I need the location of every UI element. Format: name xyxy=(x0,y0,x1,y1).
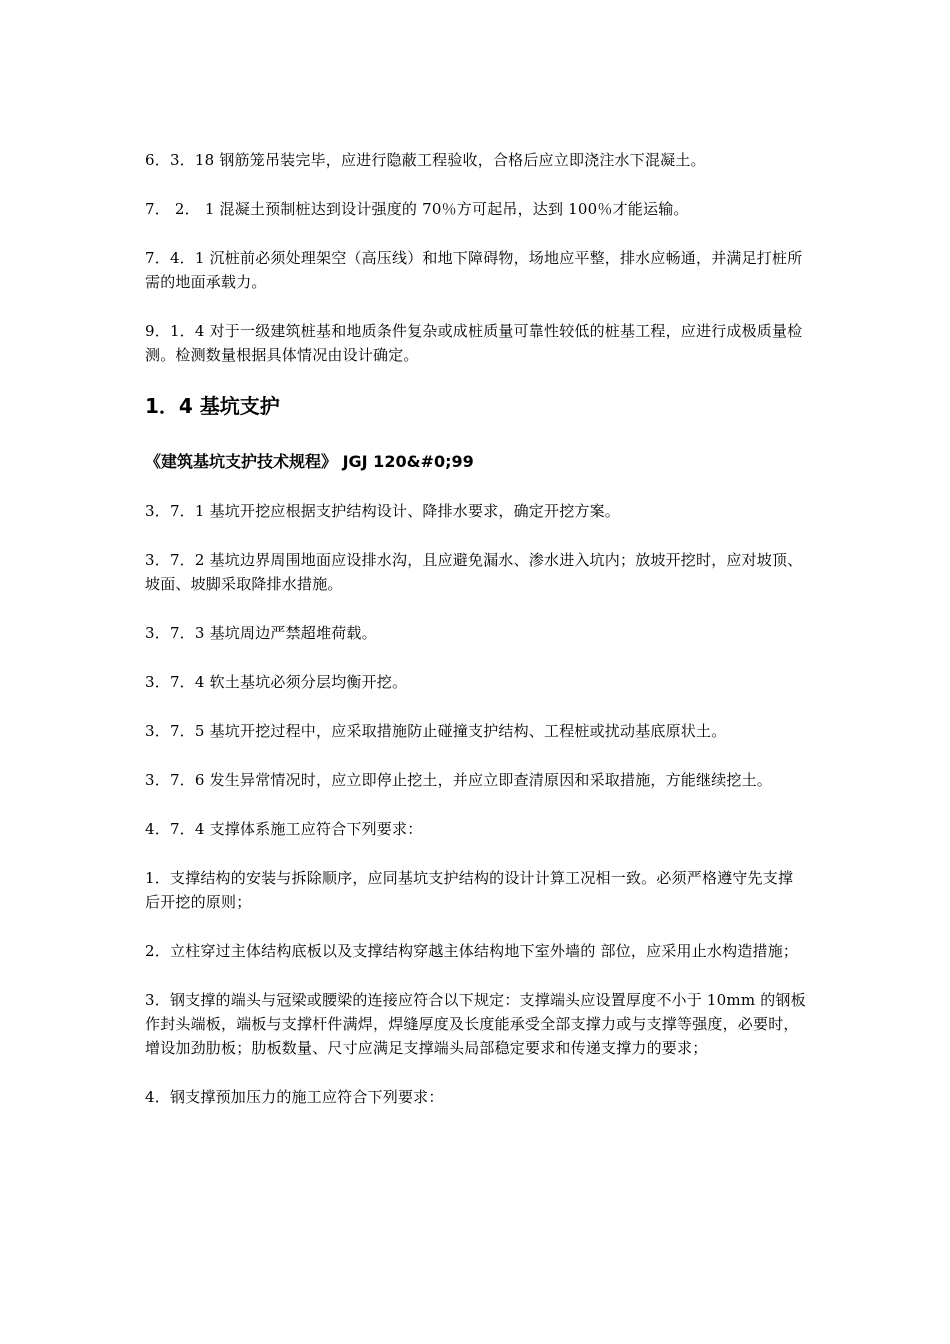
list-item-4: 4．钢支撑预加压力的施工应符合下列要求： xyxy=(145,1088,444,1106)
list-item-3: 3．钢支撑的端头与冠梁或腰梁的连接应符合以下规定：支撑端头应设置厚度不小于 10mm 的钢板作封头端板，端板与支撑杆件满焊，焊缝厚度及长度能承受全部支撑力或与支撑等强度，必要时，增设加劲肋板；肋板数量、尺寸应满足支撑端头局部稳定要求和传递支撑力的要求； xyxy=(145,991,806,1057)
clause-4-7-4: 4．7．4 支撑体系施工应符合下列要求： xyxy=(145,820,423,838)
clause-7-2-1: 7． 2． 1 混凝土预制桩达到设计强度的 70％方可起吊，达到 100％才能运输。 xyxy=(145,200,689,218)
clause-3-7-4: 3．7．4 软土基坑必须分层均衡开挖。 xyxy=(145,673,408,691)
clause-9-1-4: 9．1．4 对于一级建筑桩基和地质条件复杂或成桩质量可靠性较低的桩基工程，应进行成极质量检测。检测数量根据具体情况由设计确定。 xyxy=(145,322,803,364)
clause-7-4-1: 7．4．1 沉桩前必须处理架空（高压线）和地下障碍物，场地应平整，排水应畅通，并满足打桩所需的地面承载力。 xyxy=(145,249,803,291)
standard-title: 《建筑基坑支护技术规程》 JGJ 120&#0;99 xyxy=(145,452,474,471)
list-item-2: 2．立柱穿过主体结构底板以及支撑结构穿越主体结构地下室外墙的 部位，应采用止水构造措施； xyxy=(145,942,799,960)
clause-3-7-3: 3．7．3 基坑周边严禁超堆荷载。 xyxy=(145,624,377,642)
clause-3-7-5: 3．7．5 基坑开挖过程中，应采取措施防止碰撞支护结构、工程桩或扰动基底原状土。 xyxy=(145,722,727,740)
clause-3-7-2: 3．7．2 基坑边界周围地面应设排水沟，且应避免漏水、渗水进入坑内；放坡开挖时，应对坡顶、坡面、坡脚采取降排水措施。 xyxy=(145,551,803,593)
clause-3-7-1: 3．7．1 基坑开挖应根据支护结构设计、降排水要求，确定开挖方案。 xyxy=(145,502,621,520)
clause-6-3-18: 6．3．18 钢筋笼吊装完毕，应进行隐蔽工程验收，合格后应立即浇注水下混凝土。 xyxy=(145,151,706,169)
document-page xyxy=(145,148,807,1134)
list-item-1: 1．支撑结构的安装与拆除顺序，应同基坑支护结构的设计计算工况相一致。必须严格遵守先支撑后开挖的原则； xyxy=(145,869,794,911)
section-heading: 1．4 基坑支护 xyxy=(145,394,280,418)
clause-3-7-6: 3．7．6 发生异常情况时，应立即停止挖土，并应立即查清原因和采取措施，方能继续挖土。 xyxy=(145,771,773,789)
